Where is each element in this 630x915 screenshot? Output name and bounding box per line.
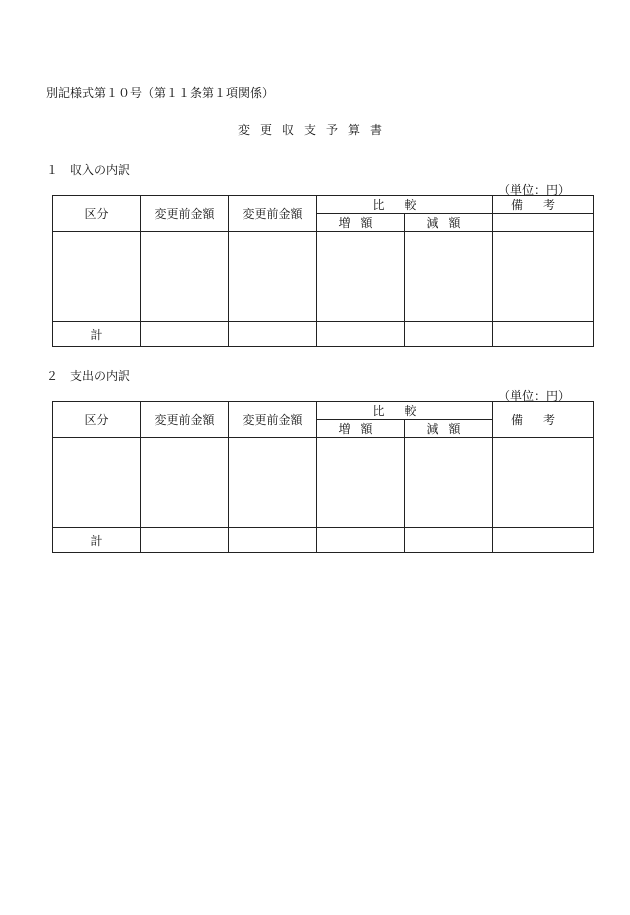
before-change-cell xyxy=(141,232,229,322)
total-before-cell xyxy=(141,322,229,347)
after-change-cell xyxy=(229,438,317,528)
total-row xyxy=(53,322,594,347)
category-header: 区分 xyxy=(53,402,141,438)
table-row xyxy=(53,438,594,528)
total-label: 計 xyxy=(53,528,141,553)
remarks-header: 備考 xyxy=(493,196,594,214)
total-remarks-cell xyxy=(493,528,594,553)
total-after-cell xyxy=(229,528,317,553)
before-change-header: 変更前金額 xyxy=(141,402,229,438)
increase-header: 増額 xyxy=(317,214,405,232)
total-decrease-cell xyxy=(405,322,493,347)
table-row xyxy=(53,232,594,322)
remarks-cell xyxy=(493,438,594,528)
comparison-header: 比較 xyxy=(317,402,493,420)
total-increase-cell xyxy=(317,528,405,553)
increase-header: 増額 xyxy=(317,420,405,438)
expenditure-table xyxy=(52,401,594,553)
decrease-cell xyxy=(405,232,493,322)
category-header: 区分 xyxy=(53,196,141,232)
document-title: 変更収支予算書 xyxy=(237,123,392,137)
total-after-cell xyxy=(229,322,317,347)
remarks-header: 備考 xyxy=(493,402,594,438)
increase-cell xyxy=(317,438,405,528)
before-change-header: 変更前金額 xyxy=(141,196,229,232)
before-change-cell xyxy=(141,438,229,528)
total-before-cell xyxy=(141,528,229,553)
expenditure-section-heading: ２ 支出の内訳 xyxy=(46,369,131,383)
comparison-header: 比較 xyxy=(317,196,493,214)
total-label: 計 xyxy=(53,322,141,347)
category-cell xyxy=(53,438,141,528)
remarks-subheader-cell xyxy=(493,214,594,232)
remarks-cell xyxy=(493,232,594,322)
after-change-header: 変更前金額 xyxy=(229,196,317,232)
income-table xyxy=(52,195,594,347)
category-cell xyxy=(53,232,141,322)
total-decrease-cell xyxy=(405,528,493,553)
decrease-header: 減額 xyxy=(405,214,493,232)
decrease-header: 減額 xyxy=(405,420,493,438)
expenditure-unit-note: （単位：円） xyxy=(497,389,570,403)
increase-cell xyxy=(317,232,405,322)
after-change-cell xyxy=(229,232,317,322)
after-change-header: 変更前金額 xyxy=(229,402,317,438)
income-section-heading: １ 収入の内訳 xyxy=(46,163,131,177)
total-row xyxy=(53,528,594,553)
total-remarks-cell xyxy=(493,322,594,347)
total-increase-cell xyxy=(317,322,405,347)
form-label: 別記様式第１０号（第１１条第１項関係） xyxy=(46,86,275,100)
income-unit-note: （単位：円） xyxy=(497,183,570,197)
decrease-cell xyxy=(405,438,493,528)
